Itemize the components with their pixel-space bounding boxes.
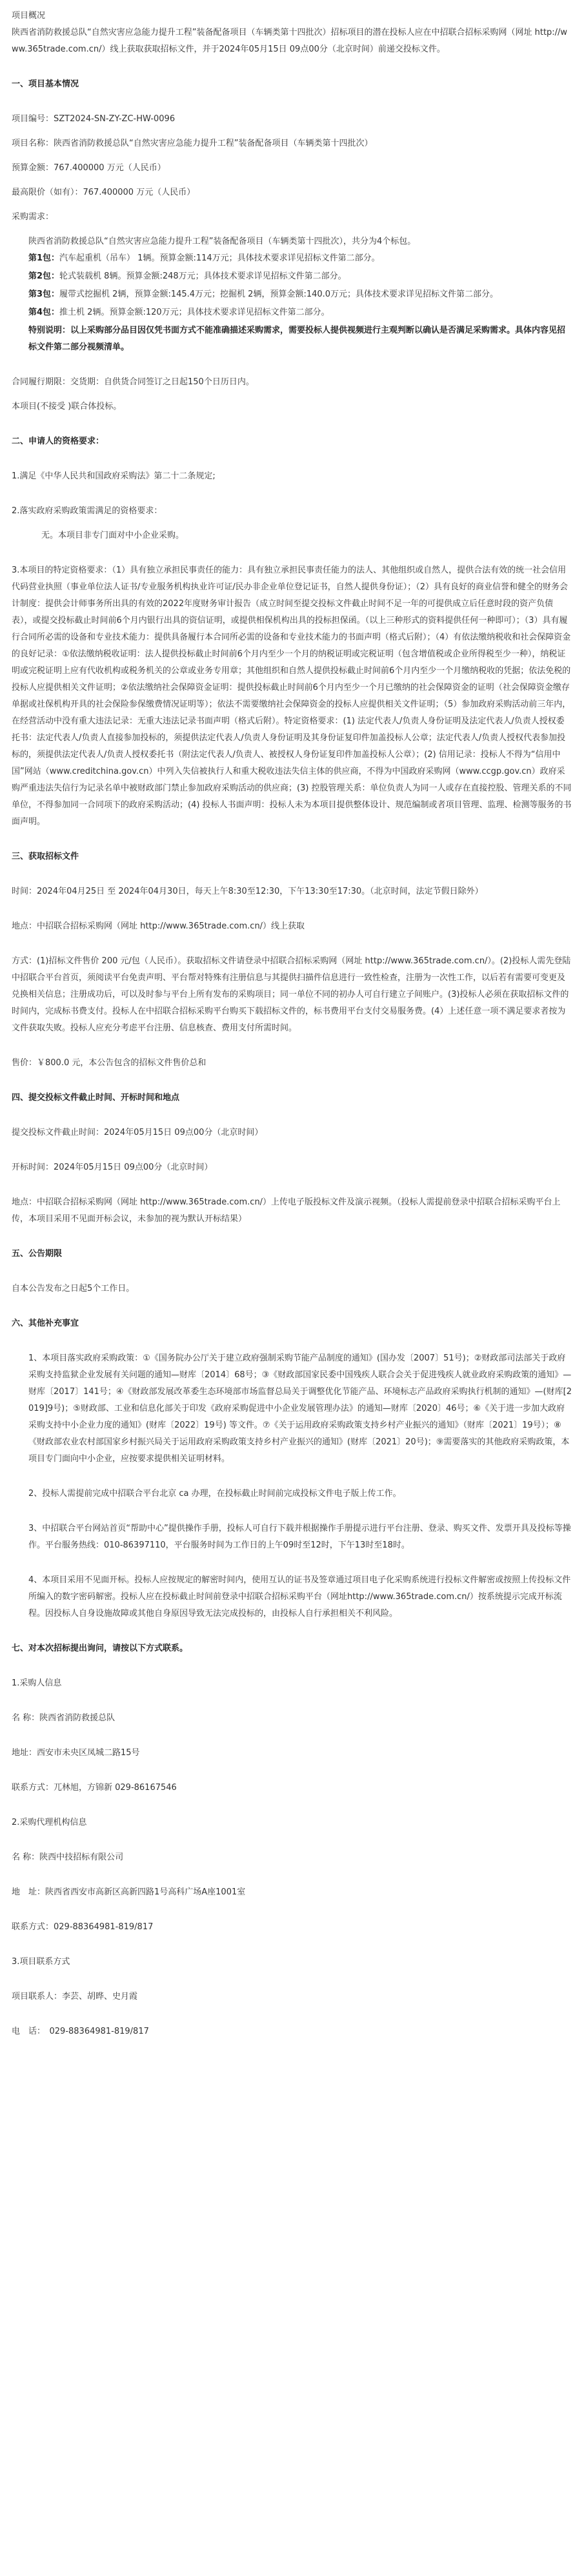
requirement-1: 1.满足《中华人民共和国政府采购法》第二十二条规定;: [12, 471, 216, 481]
purchaser-address: 地址：西安市未央区凤城二路15号: [12, 1748, 140, 1758]
submission-deadline: 提交投标文件截止时间：2024年05月15日 09点00分（北京时间）: [12, 1128, 263, 1137]
supplement-3: 3、中招联合平台网站首页“帮助中心”提供操作手册，投标人可自行下载并根据操作手册提示进行平台注册、登录、购买文件、发票开具及投标等操作。平台服务热线：010-86397110，平台服务时间为工作日的上午09时至12时，下午13时至18时。: [28, 1524, 571, 1550]
agency-info-title: 2.采购代理机构信息: [12, 1818, 87, 1827]
requirement-2-value: 无。本项目非专门面对中小企业采购。: [41, 531, 185, 540]
notice-period: 自本公告发布之日起5个工作日。: [12, 1284, 135, 1293]
obtain-place: 地点：中招联合招标采购网（网址 http://www.365trade.com.cn/）线上获取: [12, 921, 305, 931]
agency-address: 地 址：陕西省西安市高新区高新四路1号高科广场A座1001室: [12, 1887, 246, 1897]
purchaser-contact: 联系方式：兀林旭，方锦新 029-86167546: [12, 1783, 177, 1793]
project-contact-phone: 电 话： 029-88364981-819/817: [12, 2027, 149, 2036]
obtain-time: 时间：2024年04月25日 至 2024年04月30日，每天上午8:30至12:30，下午13:30至17:30。（北京时间，法定节假日除外）: [12, 887, 483, 896]
budget-amount: 预算金额：767.400000 万元（人民币）: [12, 163, 166, 173]
project-number: 项目编号：SZT2024-SN-ZY-ZC-HW-0096: [12, 114, 176, 124]
contract-period: 合同履行期限：交货期：自供货合同签订之日起150个日历日内。: [12, 377, 254, 387]
special-note: 特别说明：以上采购部分品目因仅凭书面方式不能准确描述采购需求，需要投标人提供视频进行主观判断以确认是否满足采购需求。具体内容见招标文件第二部分视频清单。: [28, 326, 566, 352]
section-1-title: 一、项目基本情况: [12, 79, 79, 89]
obtain-method: 方式：(1)招标文件售价 200 元/包（人民币）。获取招标文件请登录中招联合招标采购网（网址 http://www.365trade.com.cn/）。(2)投标人需先登陆中招联合平台首页，须阅读平台免责声明、平台帮对特殊有注册信息与其提供扫描件信息进行一致性检查，注册为一次性工作，以后若有需要可变更及兑换相关信息；注册成功后，可以及时参与平台上所有发布的采购项目；同一单位不同的初办人可自行建立子间账户。(3)投标人必须在获取招标文件的时间内，完成标书费支付。投标人在中招联合招标采购平台购买下载招标文件的，标书费用平台支付交易服务费。(4）上述任意一项不满足要求者按为文件获取失败。投标人应充分考虑平台注册、信息核查、费用支付所需时间。: [12, 956, 571, 1033]
lot-item: 第4包：推土机 2辆。预算金额:120万元；具体技术要求详见招标文件第二部分。: [28, 308, 330, 317]
document-price: 售价：￥800.0 元，本公告包含的招标文件售价总和: [12, 1058, 206, 1068]
lot-item: 第2包：轮式装载机 8辆。预算金额:248万元；具体技术要求详见招标文件第二部分。: [28, 271, 347, 281]
purchase-need-label: 采购需求：: [12, 212, 54, 222]
supplement-4: 4、本项目采用不见面开标。投标人应按规定的解密时间内，使用互认的证书及签章通过项目电子化采购系统进行投标文件解密或按照上传投标文件所编入的数字密码解密。投标人应在投标截止时间前登录中招联合招标采购平台（网址http://www.365trade.com.cn/）按系统提示完成开标流程。因投标人自身设施故障或其他自身原因导致无法完成投标的，由投标人自行承担相关不利风险。: [28, 1575, 571, 1618]
section-4-title: 四、提交投标文件截止时间、开标时间和地点: [12, 1093, 180, 1103]
requirement-2: 2.落实政府采购政策需满足的资格要求：: [12, 506, 163, 516]
overview-heading: 项目概况: [12, 11, 46, 21]
purchaser-name: 名 称：陕西省消防救援总队: [12, 1713, 116, 1723]
consortium-note: 本项目(不接受 )联合体投标。: [12, 402, 122, 411]
agency-name: 名 称：陕西中技招标有限公司: [12, 1853, 124, 1862]
section-2-title: 二、申请人的资格要求：: [12, 437, 105, 446]
project-name: 项目名称：陕西省消防救援总队“自然灾害应急能力提升工程”装备配备项目（车辆类第十四批次）: [12, 139, 373, 148]
opening-place: 地点：中招联合招标采购网（网址 http://www.365trade.com.cn/）上传电子版投标文件及演示视频。（投标人需提前登录中招联合招标采购平台上传，本项目采用不见面开标会议，未参加的视为默认开标结果）: [12, 1197, 561, 1224]
agency-contact: 联系方式：029-88364981-819/817: [12, 1922, 154, 1932]
purchase-need-text: 陕西省消防救援总队“自然灾害应急能力提升工程”装备配备项目（车辆类第十四批次），共分为4个标包。: [28, 237, 416, 246]
section-3-title: 三、获取招标文件: [12, 852, 79, 861]
purchaser-info-title: 1.采购人信息: [12, 1678, 62, 1688]
max-price: 最高限价（如有）：767.400000 万元（人民币）: [12, 188, 196, 197]
overview-text: 陕西省消防救援总队“自然灾害应急能力提升工程”装备配备项目（车辆类第十四批次）招标项目的潜在投标人应在中招联合招标采购网（网址 http://www.365trade.com.cn/）线上获取获取招标文件，并于2024年05月15日 09点00分（北京时间）前递交投标文件。: [12, 28, 568, 54]
supplement-1: 1、本项目落实政府采购政策：①《国务院办公厅关于建立政府强制采购节能产品制度的通知》(国办发〔2007〕51号)；②财政部司法部关于政府采购支持监狱企业发展有关问题的通知—财库〔2014〕68号；③《财政部国家民委中国残疾人联合会关于促进残疾人就业政府采购政策的通知》—财库〔2017〕141号；④《财政部发展改革委生态环境部市场监督总局关于调整优化节能产品、环境标志产品政府采购执行机制的通知》—(财库[2019]9号)；⑤财政部、工业和信息化部关于印发《政府采购促进中小企业发展管理办法》的通知—财库〔2020〕46号；⑥《关于进一步加大政府采购支持中小企业力度的通知》(财库〔2022〕19号) 等文件。⑦《关于运用政府采购政策支持乡村产业振兴的通知》（财库〔2021〕19号）；⑧《财政部农业农村部国家乡村振兴局关于运用政府采购政策支持乡村产业振兴的通知》(财库〔2021〕20号)；⑨需要落实的其他政府采购政策，本项目专门面向中小企业，应按要求提供相关证明材料。: [28, 1353, 572, 1464]
section-7-title: 七、对本次招标提出询问，请按以下方式联系。: [12, 1644, 188, 1653]
project-contact-people: 项目联系人：李芸、胡晔、史月霞: [12, 1992, 138, 2001]
section-6-title: 六、其他补充事宜: [12, 1319, 79, 1328]
requirement-3: 3.本项目的特定资格要求：（1）具有独立承担民事责任的能力：具有独立承担民事责任能力的法人、其他组织或自然人，提供合法有效的统一社会信用代码营业执照（事业单位法人证书/专业服务机构执业许可证/民办非企业单位登记证书，自然人提供身份证）；（2）具有良好的商业信誉和健全的财务会计制度：提供会计师事务所出具的有效的2022年度财务审计报告（成立时间至提交投标文件截止时间不足一年的可提供成立后任意时段的资产负债表），或提交投标截止时间前6个月内银行出具的资信证明，或提供相保机构出具的投标担保函。（以上三种形式的资料提供任何一种即可）；（3）具有履行合同所必需的设备和专业技术能力：提供具备履行本合同所必需的设备和专业技术能力的书面声明（格式后附）；（4）有依法缴纳税收和社会保障资金的良好记录：①依法缴纳税收证明：法人提供投标截止时间前6个月内至少一个月的纳税证明或完税证明（包含增值税或企业所得税至少一种），纳税证明或完税证明上应有代收机构或税务机关的公章或业务专用章；其他组织和自然人提供投标截止时间前6个月内至少一个月缴纳税收的凭据；依法免税的投标人应提供相关文件证明；②依法缴纳社会保障资金证明：提供投标截止时间前6个月内至少一个月已缴纳的社会保障资金的证明（社会保障资金缴存单据或社保机构开具的社会保险参保缴费情况证明等）；依法不需要缴纳社会保障资金的投标人应提供相关文件证明；（5）参加政府采购活动前三年内，在经营活动中没有重大违法记录：无重大违法记录书面声明（格式后附）。特定资格要求：(1) 法定代表人/负责人身份证明及法定代表人/负责人授权委托书：法定代表人/负责人直接参加投标的，须提供法定代表人/负责人身份证明及其身份证复印件加盖投标人公章；法定代表人/负责人授权代表参加投标的，须提供法定代表人/负责人授权委托书（附法定代表人/负责人、被授权人身份证复印件加盖投标人公章）；(2) 信用记录：投标人不得为“信用中国”网站（www.creditchina.gov.cn）中列入失信被执行人和重大税收违法失信主体的供应商，不得为中国政府采购网（www.ccgp.gov.cn）政府采购严重违法失信行为记录名单中被财政部门禁止参加政府采购活动的供应商；(3) 控股管理关系：单位负责人为同一人或存在直接控股、管理关系的不同单位，不得参加同一合同项下的政府采购活动；(4) 投标人书面声明：投标人未为本项目提供整体设计、规范编制或者项目管理、监理、检测等服务的书面声明。: [12, 565, 572, 827]
project-contact-title: 3.项目联系方式: [12, 1957, 70, 1967]
opening-time: 开标时间：2024年05月15日 09点00分（北京时间）: [12, 1163, 213, 1172]
supplement-2: 2、投标人需提前完成中招联合平台北京 ca 办理，在投标截止时间前完成投标文件电子版上传工作。: [28, 1489, 401, 1499]
lot-item: 第3包：履带式挖掘机 2辆，预算金额:145.4万元；挖掘机 2辆，预算金额:140.0万元；具体技术要求详见招标文件第二部分。: [28, 290, 499, 299]
lot-item: 第1包：汽车起重机（吊车） 1辆。预算金额:114万元；具体技术要求详见招标文件第二部分。: [28, 253, 380, 263]
section-5-title: 五、公告期限: [12, 1249, 63, 1259]
